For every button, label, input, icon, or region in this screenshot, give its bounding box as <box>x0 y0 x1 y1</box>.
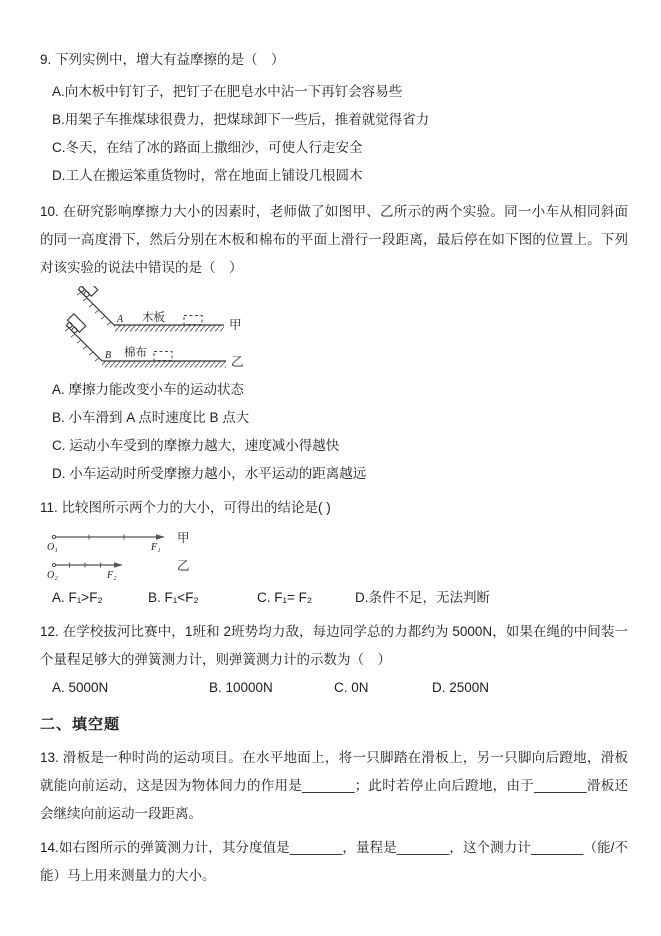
section-2-title: 二、填空题 <box>40 716 121 733</box>
q12-option-d: D. 2500N <box>432 680 490 695</box>
surface-a-label: 木板 <box>142 312 165 324</box>
force-vector-2 <box>47 559 190 581</box>
q10-options <box>40 376 628 488</box>
force-scale-svg <box>44 524 254 582</box>
q10-option-c: C. 运动小车受到的摩擦力越大，速度减小得越快 <box>52 438 340 453</box>
cart-on-incline-b <box>64 314 86 336</box>
q9-option-a: A.向木板中钉钉子，把钉子在肥皂水中沾一下再钉会容易些 <box>52 84 403 99</box>
q10-stem: 10. 在研究影响摩擦力大小的因素时，老师做了如图甲、乙所示的两个实验。同一小车从相同斜面的同一高度滑下，然后分别在木板和棉布的平面上滑行一段距离，最后停在如下图的位置上。下列对该实验的说法中错误的是（ ） <box>40 204 628 275</box>
q9-stem: 9. 下列实例中，增大有益摩擦的是（ ） <box>40 52 285 67</box>
q12-option-a: A. 5000N <box>52 680 109 695</box>
origin2-label: O₂ <box>47 570 58 581</box>
vector1-tag: 甲 <box>177 531 190 545</box>
q11-option-d: D.条件不足，无法判断 <box>355 590 490 605</box>
q9-options <box>40 78 628 190</box>
force-vector-1 <box>47 531 190 553</box>
surface-b-label: 棉布 <box>124 347 147 359</box>
incline-b-hatch <box>65 328 99 361</box>
q10-option-b: B. 小车滑到 A 点时速度比 B 点大 <box>52 410 250 425</box>
q11-stem: 11. 比较图所示两个力的大小，可得出的结论是( ) <box>40 500 331 515</box>
q13-text: 13. 滑板是一种时尚的运动项目。在水平地面上，将一只脚踏在滑板上，另一只脚向后蹬地，滑板就能向前运动，这是因为物体间力的作用是_______；此时若停止向后蹬地，由于_______滑板还会继续向前运动一段距离。 <box>40 750 628 821</box>
ground-hatch-b <box>102 362 226 368</box>
q9-option-d: D.工人在搬运笨重货物时，常在地面上铺设几根圆木 <box>52 168 363 183</box>
q10-option-d: D. 小车运动时所受摩擦力越小，水平运动的距离越远 <box>52 466 367 481</box>
friction-experiment-svg <box>48 286 248 372</box>
force2-label: F₂ <box>107 570 117 581</box>
dashed-cart-b <box>154 352 172 361</box>
force1-label: F₁ <box>151 542 161 553</box>
vector2-tag: 乙 <box>177 559 190 573</box>
q9-option-b: B.用架子车推煤球很费力，把煤球卸下一些后，推着就觉得省力 <box>52 112 430 127</box>
tag-jia-label: 甲 <box>229 318 242 332</box>
q9-option-c: C.冬天，在结了冰的路面上撒细沙，可使人行走安全 <box>52 140 363 155</box>
dashed-cart-a <box>184 316 202 325</box>
tag-yi-label: 乙 <box>231 355 244 369</box>
point-a-label: A <box>117 314 124 325</box>
q11-option-b: B. F₁<F₂ <box>148 590 199 605</box>
q14-text: 14.如右图所示的弹簧测力计，其分度值是_______，量程是_______，这个测力计_______（能/不能）马上用来测量力的大小。 <box>40 840 628 883</box>
setup-jia <box>76 286 241 332</box>
q12-option-b: B. 10000N <box>209 680 273 695</box>
q12-stem: 12. 在学校拔河比赛中，1班和 2班势均力敌，每边同学总的力都约为 5000N，如果在绳的中间装一个量程足够大的弹簧测力计，则弹簧测力计的示数为（ ） <box>40 624 628 667</box>
q11-option-a: A. F₁>F₂ <box>52 590 103 605</box>
q11-options <box>40 584 628 612</box>
point-b-label: B <box>105 350 112 361</box>
q12-options <box>40 674 628 702</box>
origin1-label: O₁ <box>47 542 58 553</box>
incline-b <box>66 325 102 361</box>
q10-option-a: A. 摩擦力能改变小车的运动状态 <box>52 382 245 397</box>
q12-option-c: C. 0N <box>334 680 369 695</box>
incline-a <box>78 289 114 325</box>
ground-hatch-a <box>114 326 224 332</box>
friction-experiment-figure <box>48 286 628 372</box>
incline-a-hatch <box>77 292 111 325</box>
force-scale-figure <box>44 524 628 582</box>
q11-option-c: C. F₁= F₂ <box>257 590 313 605</box>
